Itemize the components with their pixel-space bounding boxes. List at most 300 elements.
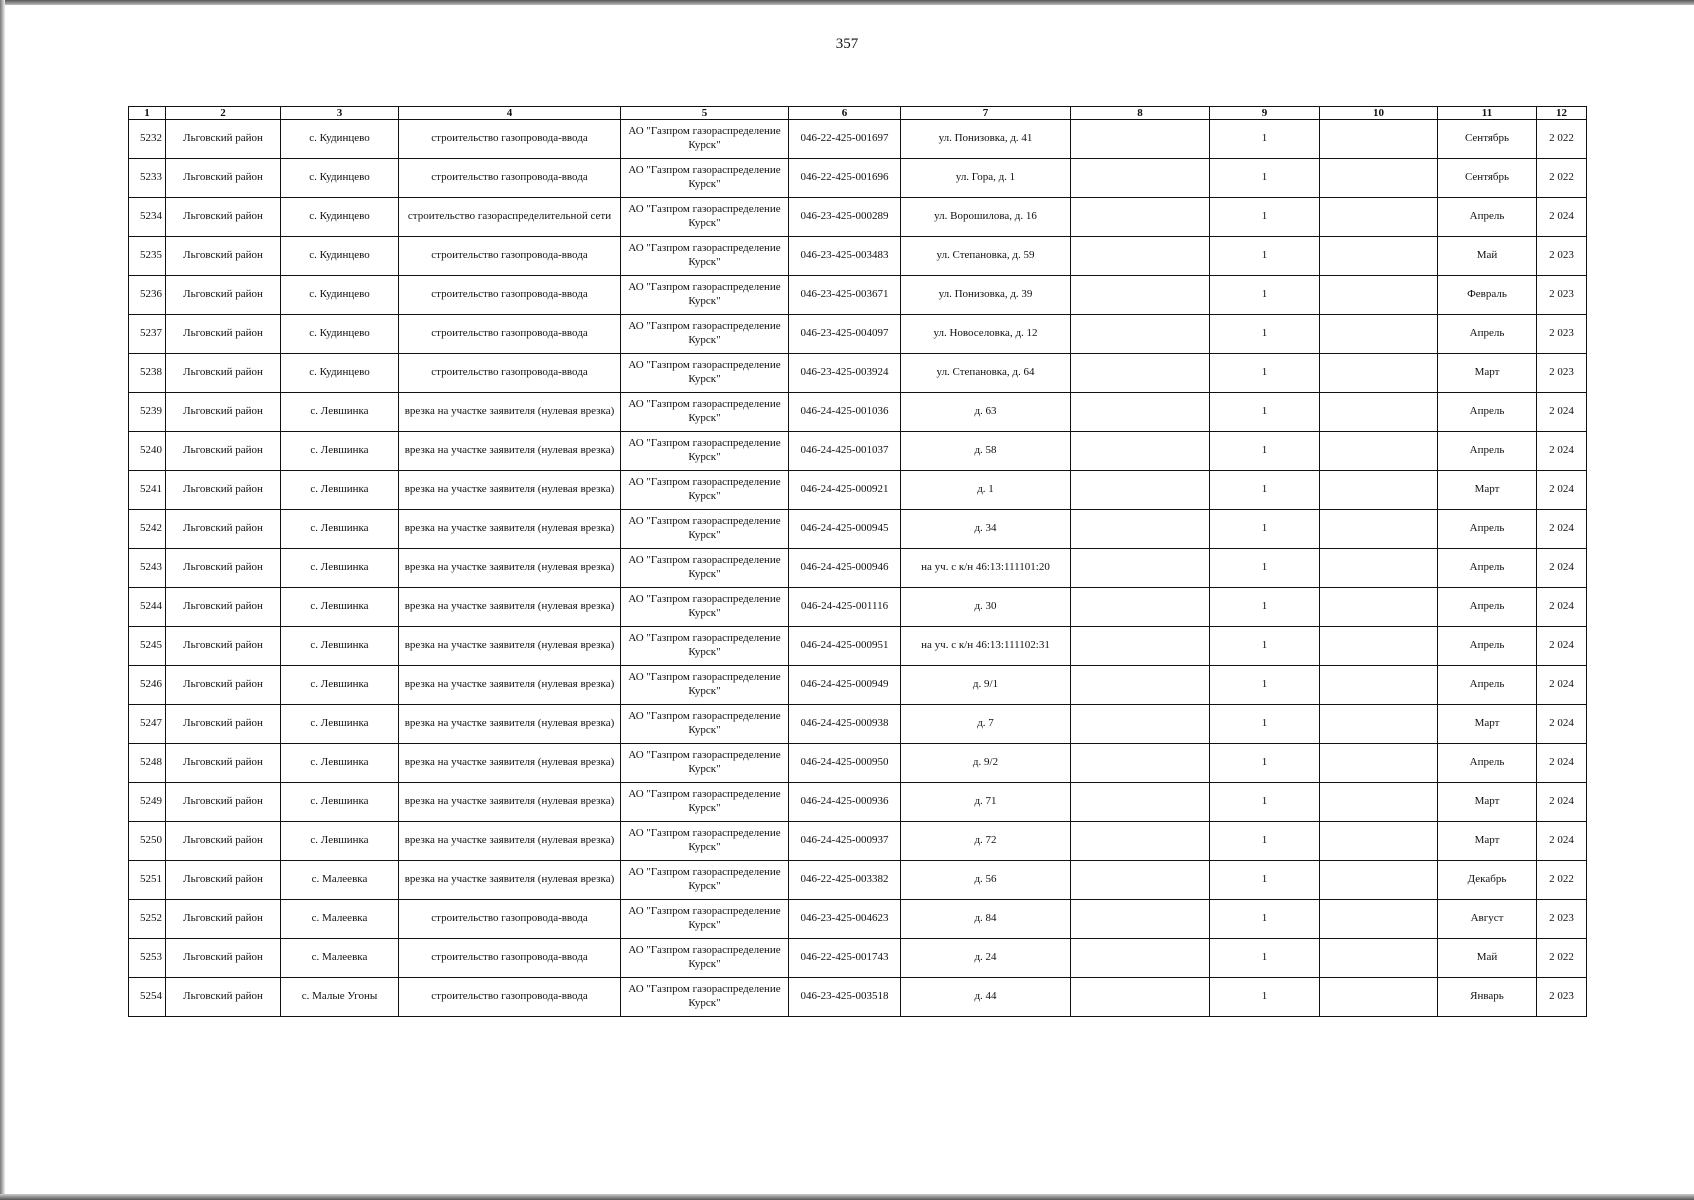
cell-count: 1	[1210, 861, 1320, 900]
cell-work-type: строительство газопровода-ввода	[399, 120, 621, 159]
cell-work-type: строительство газопровода-ввода	[399, 354, 621, 393]
cell-work-type: строительство газопровода-ввода	[399, 276, 621, 315]
cell-settlement: с. Левшинка	[281, 432, 399, 471]
cell-row-number: 5251	[129, 861, 166, 900]
table-row	[129, 705, 1587, 744]
cell-col-10	[1320, 393, 1438, 432]
table-row	[129, 549, 1587, 588]
cell-row-number: 5248	[129, 744, 166, 783]
cell-address: на уч. с к/н 46:13:111102:31	[901, 627, 1071, 666]
cell-col-10	[1320, 120, 1438, 159]
cell-year: 2 023	[1537, 315, 1587, 354]
cell-col-8	[1071, 120, 1210, 159]
table-header	[129, 107, 1587, 120]
cell-col-10	[1320, 588, 1438, 627]
cell-application-number: 046-24-425-000950	[789, 744, 901, 783]
column-header-2: 2	[166, 107, 281, 120]
cell-month: Январь	[1438, 978, 1537, 1017]
table-row	[129, 783, 1587, 822]
cell-address: д. 9/2	[901, 744, 1071, 783]
cell-year: 2 024	[1537, 432, 1587, 471]
cell-row-number: 5242	[129, 510, 166, 549]
cell-address: д. 7	[901, 705, 1071, 744]
cell-work-type: врезка на участке заявителя (нулевая врезка)	[399, 705, 621, 744]
cell-month: Декабрь	[1438, 861, 1537, 900]
cell-col-10	[1320, 978, 1438, 1017]
cell-district: Льговский район	[166, 588, 281, 627]
cell-month: Май	[1438, 237, 1537, 276]
cell-count: 1	[1210, 471, 1320, 510]
cell-month: Март	[1438, 783, 1537, 822]
cell-organization: АО "Газпром газораспределение Курск"	[621, 978, 789, 1017]
cell-settlement: с. Кудинцево	[281, 276, 399, 315]
table-row	[129, 159, 1587, 198]
cell-district: Льговский район	[166, 276, 281, 315]
cell-application-number: 046-24-425-001036	[789, 393, 901, 432]
cell-organization: АО "Газпром газораспределение Курск"	[621, 510, 789, 549]
column-header-6: 6	[789, 107, 901, 120]
cell-organization: АО "Газпром газораспределение Курск"	[621, 939, 789, 978]
cell-work-type: врезка на участке заявителя (нулевая врезка)	[399, 822, 621, 861]
cell-work-type: врезка на участке заявителя (нулевая врезка)	[399, 393, 621, 432]
cell-work-type: строительство газопровода-ввода	[399, 159, 621, 198]
cell-row-number: 5244	[129, 588, 166, 627]
cell-col-8	[1071, 588, 1210, 627]
cell-work-type: строительство газораспределительной сети	[399, 198, 621, 237]
cell-row-number: 5246	[129, 666, 166, 705]
cell-work-type: врезка на участке заявителя (нулевая врезка)	[399, 588, 621, 627]
cell-year: 2 022	[1537, 861, 1587, 900]
cell-district: Льговский район	[166, 822, 281, 861]
cell-col-10	[1320, 627, 1438, 666]
cell-row-number: 5235	[129, 237, 166, 276]
cell-month: Апрель	[1438, 549, 1537, 588]
cell-application-number: 046-24-425-001037	[789, 432, 901, 471]
cell-year: 2 022	[1537, 120, 1587, 159]
cell-application-number: 046-24-425-000946	[789, 549, 901, 588]
column-header-8: 8	[1071, 107, 1210, 120]
cell-row-number: 5253	[129, 939, 166, 978]
cell-settlement: с. Левшинка	[281, 666, 399, 705]
cell-row-number: 5249	[129, 783, 166, 822]
cell-row-number: 5233	[129, 159, 166, 198]
cell-col-10	[1320, 198, 1438, 237]
cell-row-number: 5237	[129, 315, 166, 354]
cell-settlement: с. Кудинцево	[281, 354, 399, 393]
cell-address: д. 34	[901, 510, 1071, 549]
cell-col-8	[1071, 354, 1210, 393]
cell-settlement: с. Кудинцево	[281, 159, 399, 198]
cell-count: 1	[1210, 705, 1320, 744]
cell-row-number: 5232	[129, 120, 166, 159]
table-row	[129, 237, 1587, 276]
cell-year: 2 024	[1537, 666, 1587, 705]
table-row	[129, 627, 1587, 666]
table-row	[129, 276, 1587, 315]
cell-organization: АО "Газпром газораспределение Курск"	[621, 120, 789, 159]
cell-application-number: 046-23-425-003671	[789, 276, 901, 315]
cell-organization: АО "Газпром газораспределение Курск"	[621, 354, 789, 393]
table-row	[129, 978, 1587, 1017]
cell-year: 2 024	[1537, 744, 1587, 783]
cell-address: д. 44	[901, 978, 1071, 1017]
cell-col-8	[1071, 666, 1210, 705]
cell-settlement: с. Малеевка	[281, 939, 399, 978]
cell-organization: АО "Газпром газораспределение Курск"	[621, 237, 789, 276]
cell-district: Льговский район	[166, 744, 281, 783]
cell-count: 1	[1210, 939, 1320, 978]
cell-count: 1	[1210, 432, 1320, 471]
cell-address: д. 9/1	[901, 666, 1071, 705]
cell-application-number: 046-22-425-001696	[789, 159, 901, 198]
column-header-4: 4	[399, 107, 621, 120]
cell-organization: АО "Газпром газораспределение Курск"	[621, 315, 789, 354]
cell-district: Льговский район	[166, 900, 281, 939]
cell-work-type: врезка на участке заявителя (нулевая врезка)	[399, 432, 621, 471]
cell-col-10	[1320, 549, 1438, 588]
cell-month: Апрель	[1438, 588, 1537, 627]
cell-organization: АО "Газпром газораспределение Курск"	[621, 588, 789, 627]
cell-col-8	[1071, 822, 1210, 861]
cell-count: 1	[1210, 315, 1320, 354]
cell-col-10	[1320, 354, 1438, 393]
cell-col-10	[1320, 666, 1438, 705]
cell-row-number: 5238	[129, 354, 166, 393]
cell-count: 1	[1210, 237, 1320, 276]
cell-settlement: с. Кудинцево	[281, 120, 399, 159]
cell-application-number: 046-23-425-003924	[789, 354, 901, 393]
cell-district: Льговский район	[166, 120, 281, 159]
cell-organization: АО "Газпром газораспределение Курск"	[621, 198, 789, 237]
cell-address: д. 63	[901, 393, 1071, 432]
cell-settlement: с. Левшинка	[281, 744, 399, 783]
cell-count: 1	[1210, 588, 1320, 627]
cell-col-10	[1320, 315, 1438, 354]
cell-address: д. 71	[901, 783, 1071, 822]
cell-month: Апрель	[1438, 744, 1537, 783]
cell-month: Март	[1438, 471, 1537, 510]
cell-application-number: 046-24-425-000936	[789, 783, 901, 822]
cell-application-number: 046-23-425-004623	[789, 900, 901, 939]
cell-year: 2 023	[1537, 276, 1587, 315]
cell-organization: АО "Газпром газораспределение Курск"	[621, 471, 789, 510]
cell-address: ул. Ворошилова, д. 16	[901, 198, 1071, 237]
cell-month: Апрель	[1438, 627, 1537, 666]
column-header-3: 3	[281, 107, 399, 120]
cell-work-type: строительство газопровода-ввода	[399, 978, 621, 1017]
cell-month: Сентябрь	[1438, 159, 1537, 198]
cell-col-10	[1320, 432, 1438, 471]
cell-district: Льговский район	[166, 354, 281, 393]
cell-application-number: 046-24-425-000938	[789, 705, 901, 744]
cell-year: 2 024	[1537, 471, 1587, 510]
cell-row-number: 5241	[129, 471, 166, 510]
table-row	[129, 939, 1587, 978]
cell-col-8	[1071, 861, 1210, 900]
cell-col-8	[1071, 549, 1210, 588]
column-header-1: 1	[129, 107, 166, 120]
cell-row-number: 5240	[129, 432, 166, 471]
cell-district: Льговский район	[166, 627, 281, 666]
cell-settlement: с. Левшинка	[281, 510, 399, 549]
cell-settlement: с. Кудинцево	[281, 237, 399, 276]
cell-work-type: врезка на участке заявителя (нулевая врезка)	[399, 744, 621, 783]
cell-district: Льговский район	[166, 237, 281, 276]
cell-col-8	[1071, 237, 1210, 276]
table-row	[129, 588, 1587, 627]
cell-application-number: 046-23-425-003518	[789, 978, 901, 1017]
cell-count: 1	[1210, 783, 1320, 822]
cell-work-type: врезка на участке заявителя (нулевая врезка)	[399, 627, 621, 666]
cell-row-number: 5234	[129, 198, 166, 237]
column-header-9: 9	[1210, 107, 1320, 120]
cell-col-10	[1320, 159, 1438, 198]
cell-year: 2 024	[1537, 822, 1587, 861]
cell-count: 1	[1210, 159, 1320, 198]
cell-month: Март	[1438, 705, 1537, 744]
cell-col-8	[1071, 510, 1210, 549]
cell-address: д. 84	[901, 900, 1071, 939]
cell-address: д. 24	[901, 939, 1071, 978]
table-row	[129, 120, 1587, 159]
cell-work-type: врезка на участке заявителя (нулевая врезка)	[399, 510, 621, 549]
cell-year: 2 024	[1537, 510, 1587, 549]
cell-col-10	[1320, 705, 1438, 744]
cell-col-10	[1320, 744, 1438, 783]
cell-district: Льговский район	[166, 978, 281, 1017]
cell-col-8	[1071, 159, 1210, 198]
cell-work-type: строительство газопровода-ввода	[399, 237, 621, 276]
cell-work-type: врезка на участке заявителя (нулевая врезка)	[399, 549, 621, 588]
cell-settlement: с. Малеевка	[281, 861, 399, 900]
cell-organization: АО "Газпром газораспределение Курск"	[621, 432, 789, 471]
cell-count: 1	[1210, 978, 1320, 1017]
cell-district: Льговский район	[166, 783, 281, 822]
cell-district: Льговский район	[166, 393, 281, 432]
cell-col-8	[1071, 315, 1210, 354]
cell-year: 2 024	[1537, 783, 1587, 822]
table-row	[129, 744, 1587, 783]
cell-year: 2 024	[1537, 549, 1587, 588]
cell-district: Льговский район	[166, 159, 281, 198]
table-row	[129, 354, 1587, 393]
cell-address: д. 56	[901, 861, 1071, 900]
cell-col-8	[1071, 198, 1210, 237]
cell-row-number: 5239	[129, 393, 166, 432]
cell-year: 2 023	[1537, 237, 1587, 276]
cell-count: 1	[1210, 198, 1320, 237]
cell-organization: АО "Газпром газораспределение Курск"	[621, 549, 789, 588]
cell-row-number: 5252	[129, 900, 166, 939]
column-header-11: 11	[1438, 107, 1537, 120]
cell-application-number: 046-23-425-004097	[789, 315, 901, 354]
cell-count: 1	[1210, 666, 1320, 705]
cell-district: Льговский район	[166, 549, 281, 588]
cell-address: д. 58	[901, 432, 1071, 471]
cell-organization: АО "Газпром газораспределение Курск"	[621, 900, 789, 939]
cell-work-type: врезка на участке заявителя (нулевая врезка)	[399, 666, 621, 705]
cell-col-8	[1071, 432, 1210, 471]
cell-work-type: врезка на участке заявителя (нулевая врезка)	[399, 471, 621, 510]
cell-month: Апрель	[1438, 432, 1537, 471]
cell-address: ул. Понизовка, д. 41	[901, 120, 1071, 159]
table-row	[129, 900, 1587, 939]
table-row	[129, 198, 1587, 237]
cell-count: 1	[1210, 900, 1320, 939]
cell-year: 2 023	[1537, 900, 1587, 939]
cell-organization: АО "Газпром газораспределение Курск"	[621, 744, 789, 783]
cell-settlement: с. Кудинцево	[281, 315, 399, 354]
cell-count: 1	[1210, 627, 1320, 666]
table-row	[129, 666, 1587, 705]
cell-month: Апрель	[1438, 666, 1537, 705]
cell-settlement: с. Малые Угоны	[281, 978, 399, 1017]
cell-row-number: 5245	[129, 627, 166, 666]
cell-district: Льговский район	[166, 939, 281, 978]
cell-month: Апрель	[1438, 510, 1537, 549]
cell-month: Апрель	[1438, 393, 1537, 432]
table-row	[129, 861, 1587, 900]
cell-application-number: 046-23-425-000289	[789, 198, 901, 237]
cell-district: Льговский район	[166, 471, 281, 510]
cell-count: 1	[1210, 276, 1320, 315]
cell-month: Март	[1438, 822, 1537, 861]
column-header-5: 5	[621, 107, 789, 120]
table-row	[129, 315, 1587, 354]
table-body	[129, 120, 1587, 1017]
cell-col-8	[1071, 900, 1210, 939]
cell-settlement: с. Левшинка	[281, 705, 399, 744]
cell-year: 2 023	[1537, 978, 1587, 1017]
cell-application-number: 046-23-425-003483	[789, 237, 901, 276]
cell-month: Февраль	[1438, 276, 1537, 315]
cell-organization: АО "Газпром газораспределение Курск"	[621, 822, 789, 861]
table-row	[129, 393, 1587, 432]
cell-settlement: с. Левшинка	[281, 627, 399, 666]
cell-year: 2 023	[1537, 354, 1587, 393]
cell-count: 1	[1210, 354, 1320, 393]
cell-application-number: 046-22-425-001743	[789, 939, 901, 978]
cell-district: Льговский район	[166, 315, 281, 354]
cell-application-number: 046-24-425-000945	[789, 510, 901, 549]
cell-col-8	[1071, 627, 1210, 666]
cell-year: 2 024	[1537, 393, 1587, 432]
cell-application-number: 046-22-425-001697	[789, 120, 901, 159]
cell-row-number: 5243	[129, 549, 166, 588]
cell-district: Льговский район	[166, 861, 281, 900]
cell-col-8	[1071, 393, 1210, 432]
cell-organization: АО "Газпром газораспределение Курск"	[621, 861, 789, 900]
cell-organization: АО "Газпром газораспределение Курск"	[621, 783, 789, 822]
cell-organization: АО "Газпром газораспределение Курск"	[621, 666, 789, 705]
data-table	[128, 106, 1587, 1017]
cell-district: Льговский район	[166, 510, 281, 549]
cell-application-number: 046-24-425-000937	[789, 822, 901, 861]
cell-year: 2 024	[1537, 705, 1587, 744]
cell-work-type: строительство газопровода-ввода	[399, 900, 621, 939]
cell-application-number: 046-24-425-000949	[789, 666, 901, 705]
cell-col-10	[1320, 510, 1438, 549]
cell-address: ул. Гора, д. 1	[901, 159, 1071, 198]
cell-settlement: с. Малеевка	[281, 900, 399, 939]
cell-col-8	[1071, 978, 1210, 1017]
cell-col-10	[1320, 861, 1438, 900]
cell-year: 2 022	[1537, 159, 1587, 198]
cell-application-number: 046-24-425-000921	[789, 471, 901, 510]
column-header-7: 7	[901, 107, 1071, 120]
cell-month: Апрель	[1438, 198, 1537, 237]
cell-settlement: с. Левшинка	[281, 588, 399, 627]
cell-settlement: с. Левшинка	[281, 822, 399, 861]
cell-application-number: 046-24-425-001116	[789, 588, 901, 627]
cell-organization: АО "Газпром газораспределение Курск"	[621, 276, 789, 315]
cell-col-10	[1320, 900, 1438, 939]
cell-work-type: врезка на участке заявителя (нулевая врезка)	[399, 783, 621, 822]
cell-application-number: 046-24-425-000951	[789, 627, 901, 666]
cell-col-10	[1320, 822, 1438, 861]
cell-address: ул. Степановка, д. 59	[901, 237, 1071, 276]
cell-settlement: с. Кудинцево	[281, 198, 399, 237]
cell-address: ул. Понизовка, д. 39	[901, 276, 1071, 315]
cell-application-number: 046-22-425-003382	[789, 861, 901, 900]
cell-address: ул. Новоселовка, д. 12	[901, 315, 1071, 354]
cell-year: 2 022	[1537, 939, 1587, 978]
cell-col-10	[1320, 237, 1438, 276]
cell-col-8	[1071, 276, 1210, 315]
cell-settlement: с. Левшинка	[281, 783, 399, 822]
column-header-12: 12	[1537, 107, 1587, 120]
cell-col-8	[1071, 471, 1210, 510]
cell-address: д. 30	[901, 588, 1071, 627]
cell-organization: АО "Газпром газораспределение Курск"	[621, 627, 789, 666]
cell-count: 1	[1210, 393, 1320, 432]
cell-col-8	[1071, 783, 1210, 822]
table-row	[129, 471, 1587, 510]
cell-col-10	[1320, 276, 1438, 315]
cell-col-10	[1320, 939, 1438, 978]
cell-address: д. 1	[901, 471, 1071, 510]
cell-count: 1	[1210, 120, 1320, 159]
cell-col-10	[1320, 471, 1438, 510]
cell-col-8	[1071, 705, 1210, 744]
scan-edge-top	[0, 0, 1694, 5]
cell-month: Март	[1438, 354, 1537, 393]
table-row	[129, 822, 1587, 861]
cell-month: Август	[1438, 900, 1537, 939]
cell-organization: АО "Газпром газораспределение Курск"	[621, 705, 789, 744]
scan-edge-left	[0, 0, 5, 1200]
cell-address: д. 72	[901, 822, 1071, 861]
cell-organization: АО "Газпром газораспределение Курск"	[621, 393, 789, 432]
cell-count: 1	[1210, 744, 1320, 783]
cell-district: Льговский район	[166, 432, 281, 471]
cell-address: ул. Степановка, д. 64	[901, 354, 1071, 393]
cell-work-type: строительство газопровода-ввода	[399, 939, 621, 978]
cell-year: 2 024	[1537, 198, 1587, 237]
cell-district: Льговский район	[166, 198, 281, 237]
cell-year: 2 024	[1537, 627, 1587, 666]
cell-col-10	[1320, 783, 1438, 822]
cell-count: 1	[1210, 822, 1320, 861]
cell-work-type: строительство газопровода-ввода	[399, 315, 621, 354]
cell-row-number: 5247	[129, 705, 166, 744]
cell-month: Апрель	[1438, 315, 1537, 354]
cell-row-number: 5250	[129, 822, 166, 861]
header-row	[129, 107, 1587, 120]
column-header-10: 10	[1320, 107, 1438, 120]
cell-settlement: с. Левшинка	[281, 471, 399, 510]
cell-district: Льговский район	[166, 705, 281, 744]
